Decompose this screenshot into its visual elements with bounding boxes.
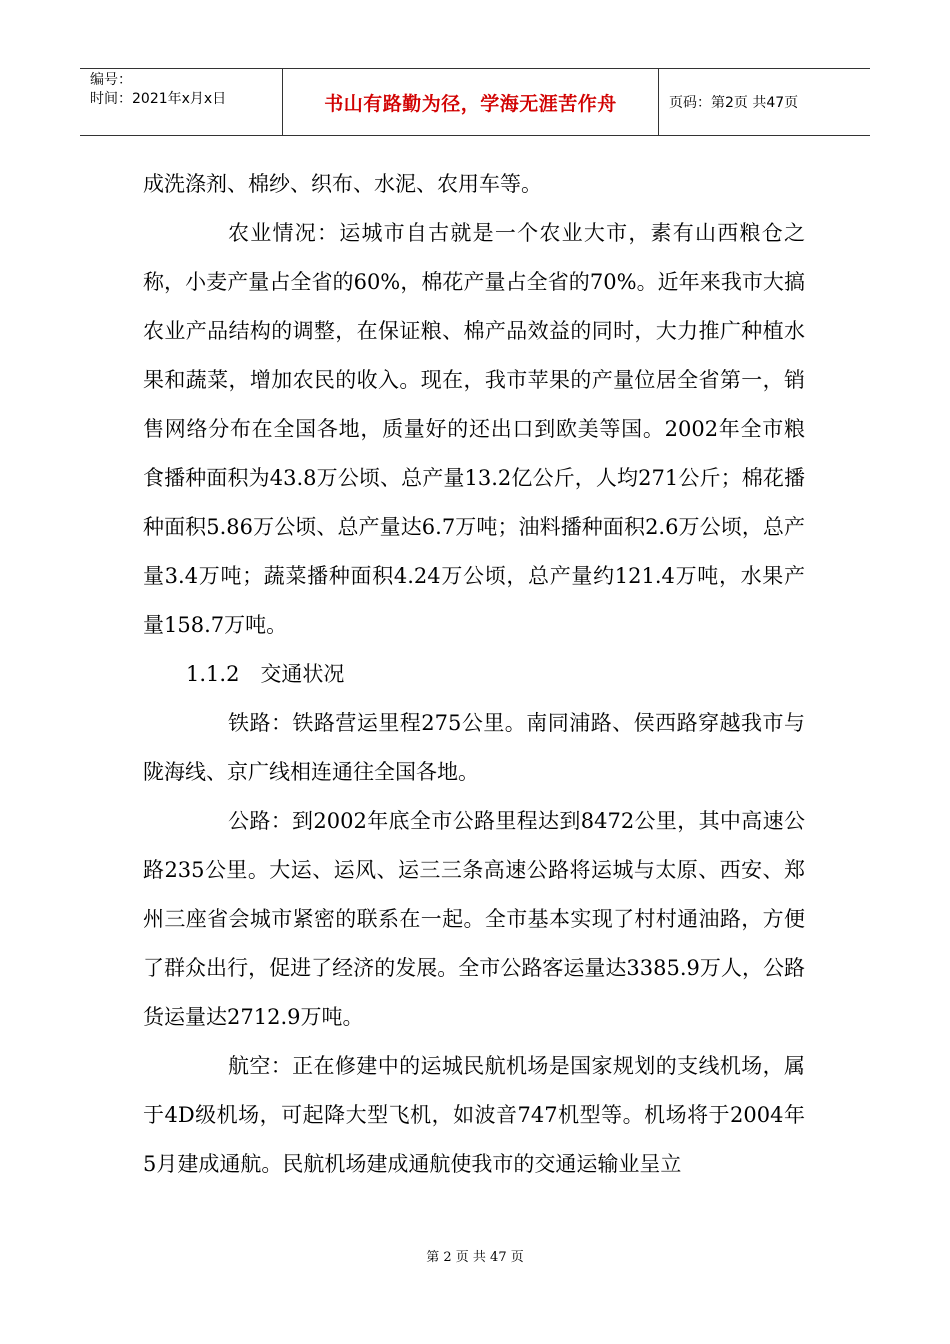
serial-number-label: 编号： <box>90 72 132 88</box>
header-motto: 书山有路勤为径，学海无涯苦作舟 <box>283 69 659 135</box>
paragraph-railway: 铁路：铁路营运里程275公里。南同浦路、侯西路穿越我市与陇海线、京广线相连通往全国各地。 <box>143 711 805 784</box>
paragraph-continuation: 成洗涤剂、棉纱、织布、水泥、农用车等。 <box>143 172 542 196</box>
section-heading-transport: 1.1.2 交通状况 <box>186 662 345 686</box>
paragraph-agriculture: 农业情况：运城市自古就是一个农业大市，素有山西粮仓之称，小麦产量占全省的60%，棉花产量占全省的70%。近年来我市大搞农业产品结构的调整，在保证粮、棉产品效益的同时，大力推广种植水果和蔬菜，增加农民的收入。现在，我市苹果的产量位居全省第一，销售网络分布在全国各地，质量好的还出口到欧美等国。2002年全市粮食播种面积为43.8万公顷、总产量13.2亿公斤，人均271公斤；棉花播种面积5.86万公顷、总产量达6.7万吨；油料播种面积2.6万公顷，总产量3.4万吨；蔬菜播种面积4.24万公顷，总产量约121.4万吨，水果产量158.7万吨。 <box>143 221 805 637</box>
paragraph-highway: 公路：到2002年底全市公路里程达到8472公里，其中高速公路235公里。大运、运风、运三三条高速公路将运城与太原、西安、郑州三座省会城市紧密的联系在一起。全市基本实现了村村通油路，方便了群众出行，促进了经济的发展。全市公路客运量达3385.9万人，公路货运量达2712.9万吨。 <box>143 809 805 1029</box>
page-footer: 第 2 页 共 47 页 <box>426 1250 524 1265</box>
document-body <box>143 160 805 1189</box>
header-page-info: 页码：第2页 共47页 <box>669 95 799 111</box>
date-label: 时间：2021年x月x日 <box>90 91 227 107</box>
paragraph-aviation: 航空：正在修建中的运城民航机场是国家规划的支线机场，属于4D级机场，可起降大型飞机，如波音747机型等。机场将于2004年5月建成通航。民航机场建成通航使我市的交通运输业呈立 <box>143 1054 805 1176</box>
header-meta <box>80 69 283 135</box>
page-header <box>80 68 870 136</box>
